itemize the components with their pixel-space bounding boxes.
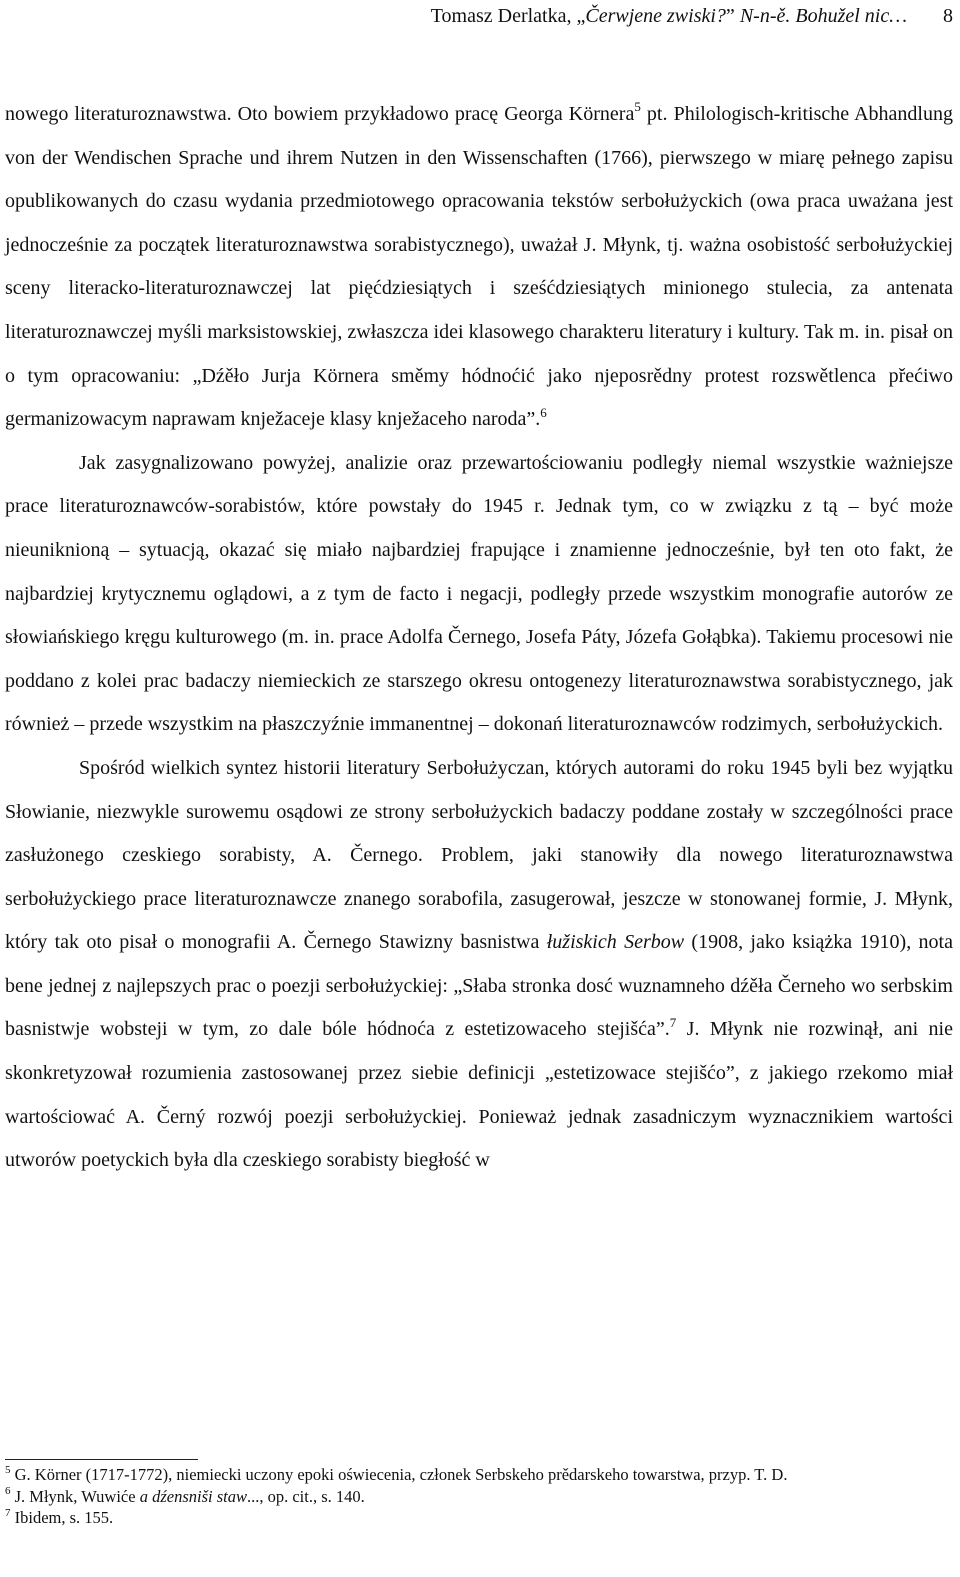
p3-text-b: (1908, jako książka 1910), nota bene jednej z najlepszych prac o poezji serbołużyckiej: „Słaba stronka dosć wuznamneho dźěła Černeho wo serbskim basnistwje wobsteji w tym, zo dale bóle hódnoća z estetizowaceho stejišća”. — [5, 931, 953, 1041]
body-text — [5, 93, 953, 1183]
page-number: 8 — [943, 5, 953, 27]
footnote-6 — [5, 1486, 953, 1508]
p1-text-a: nowego literaturoznawstwa. Oto bowiem przykładowo pracę Georga Körnera — [5, 103, 635, 125]
p3-italic-title: łužiskich Serbow — [546, 931, 685, 954]
footnote-6-text-a: J. Młynk, Wuwiće — [10, 1486, 140, 1506]
p3-text-c: J. Młynk nie rozwinął, ani nie skonkretyzował rozumienia zastosowanej przez siebie definicji „estetizowace stejišćo”, z jakiego rzekomo miał wartościować A. Černý rozwój poezji serbołużyckiej. Ponieważ jednak zasadniczym wyznacznikiem wartości utworów poetyckich była dla czeskiego sorabisty biegłość w — [5, 1018, 953, 1172]
p3-text-a: Spośród wielkich syntez historii literatury Serbołużyczan, których autorami do roku 1945 byli bez wyjątku Słowianie, niezwykle surowemu osądowi ze strony serbołużyckich badaczy poddane zostały w szczególności prace zasłużonego czeskiego sorabisty, A. Černego. Problem, jaki stanowiły dla nowego literaturoznawstwa serbołużyckiego prace literaturoznawcze znanego sorabofila, zasugerował, jeszcze w stonowanej formie, J. Młynk, który tak oto pisał o monografii A. Černego Stawizny basnistwa — [5, 756, 953, 954]
paragraph-3 — [5, 747, 953, 1183]
footnote-separator — [5, 1459, 198, 1460]
footnote-5 — [5, 1464, 953, 1486]
footnote-ref-7[interactable]: 7 — [669, 1014, 677, 1030]
footnote-6-italic: a dźensniši staw — [139, 1486, 247, 1506]
footnote-7-text: Ibidem, s. 155. — [10, 1508, 114, 1527]
footnote-5-number: 5 — [5, 1463, 11, 1476]
footnotes — [5, 1464, 953, 1529]
footnote-7 — [5, 1507, 953, 1529]
footnote-6-number: 6 — [5, 1485, 11, 1497]
p1-text-b: pt. Philologisch-kritische Abhandlung von der Wendischen Sprache und ihrem Nutzen in den Wissenschaften (1766), pierwszego w miarę pełnego zapisu opublikowanych do czasu wydania przedmiotowego opracowania tekstów serbołużyckich (owa praca uważana jest jednocześnie za początek literaturoznawstwa sorabistycznego), uważał J. Młynk, tj. ważna osobistość serbołużyckiej sceny literacko-literaturoznawczej lat pięćdziesiątych i sześćdziesiątych minionego stulecia, za antenata literaturoznawczej myśli marksistowskiej, zwłaszcza idei klasowego charakteru literatury i kultury. Tak m. in. pisał on o tym opracowaniu: „Dźěło Jurja Körnera směmy hódnoćić jako njeposrědny protest rozswětlenca přećiwo germanizowacym naprawam knježaceje klasy knježaceho naroda”. — [5, 103, 953, 431]
footnote-ref-6[interactable]: 6 — [540, 404, 547, 420]
header-open-quote: „ — [576, 5, 586, 27]
header-title — [431, 5, 907, 27]
footnote-ref-5[interactable]: 5 — [634, 99, 641, 115]
footnote-6-text-b: ..., op. cit., s. 140. — [246, 1486, 365, 1506]
header-title-rest: N-n-ě. Bohužel nic… — [734, 5, 907, 27]
footnote-5-text: G. Körner (1717-1772), niemiecki uczony epoki oświecenia, członek Serbskeho prědarskeho towarstwa, przyp. T. D. — [10, 1465, 788, 1484]
header-author: Tomasz Derlatka, — [430, 5, 577, 27]
paragraph-1 — [5, 93, 953, 442]
header-title-italic: Čerwjene zwiski? — [585, 5, 726, 27]
paragraph-2: Jak zasygnalizowano powyżej, analizie oraz przewartościowaniu podległy niemal wszystkie ważniejsze prace literaturoznawców-sorabistów, które powstały do 1945 r. Jednak tym, co w związku z tą – być może nieuniknioną – sytuacją, okazać się miało najbardziej frapujące i znamienne jednocześnie, był ten oto fakt, że najbardziej krytycznemu oglądowi, a z tym de facto i negacji, podległy przede wszystkim monografie autorów ze słowiańskiego kręgu kulturowego (m. in. prace Adolfa Černego, Josefa Páty, Józefa Gołąbka). Takiemu procesowi nie poddano z kolei prac badaczy niemieckich ze starszego okresu ontogenezy literaturoznawstwa sorabistycznego, jak również – przede wszystkim na płaszczyźnie immanentnej – dokonań literaturoznawców rodzimych, serbołużyckich. — [5, 451, 953, 736]
running-header — [5, 2, 953, 30]
header-close-quote: ” — [725, 5, 735, 27]
footnote-7-number: 7 — [5, 1506, 11, 1519]
